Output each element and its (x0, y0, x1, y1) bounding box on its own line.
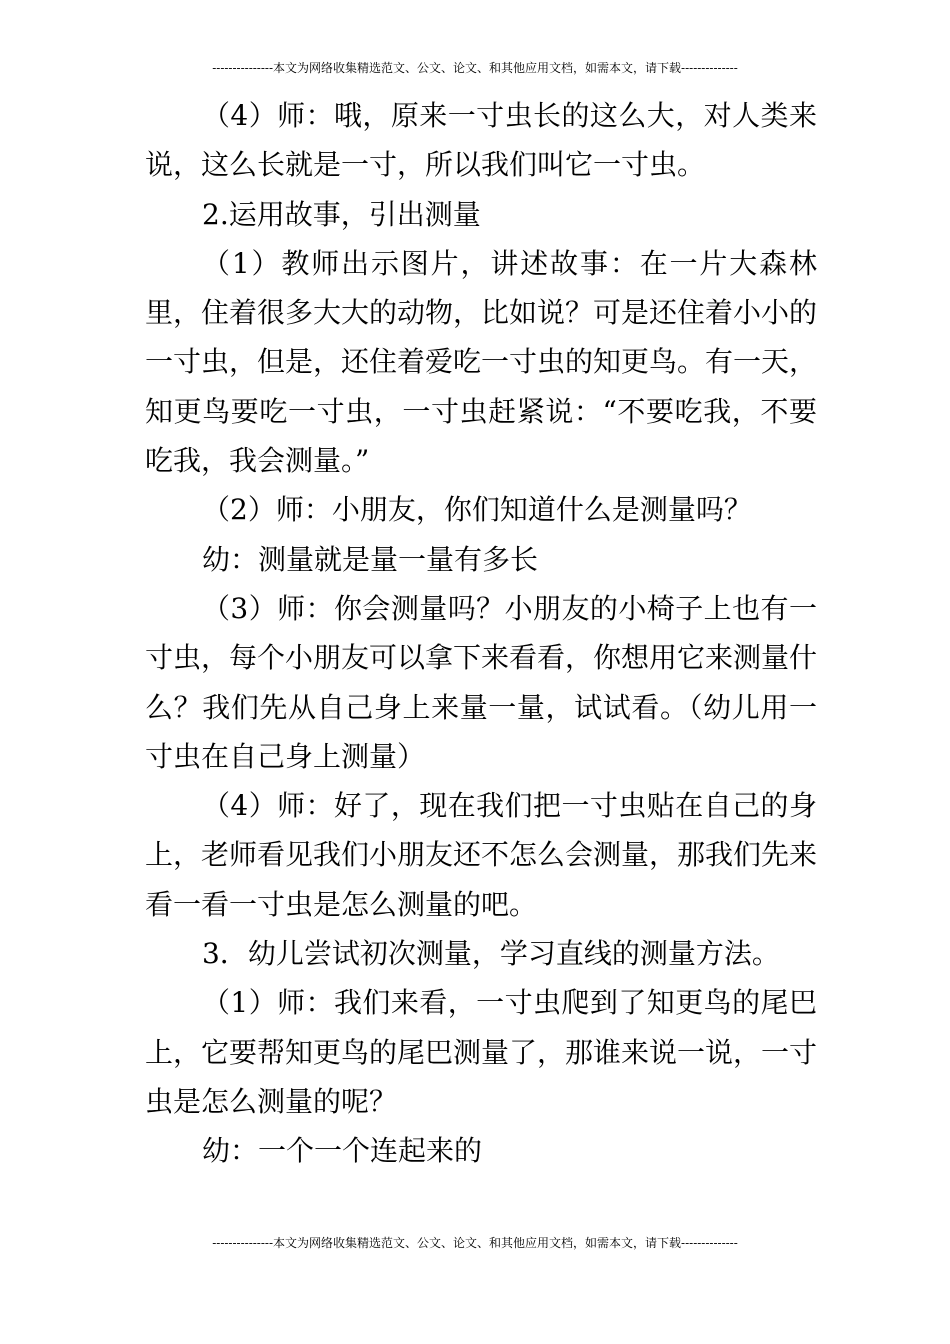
paragraph-story: （1）教师出示图片，讲述故事：在一片大森林里，住着很多大大的动物，比如说？可是还住着小小的一寸虫，但是，还住着爱吃一寸虫的知更鸟。有一天，知更鸟要吃一寸虫，一寸虫赶紧说：“不要吃我，不要吃我，我会测量。” (145, 246, 818, 478)
paragraph-child-answer-1: 幼：测量就是量一量有多长 (202, 542, 539, 576)
paragraph-teacher-2: （2）师：小朋友，你们知道什么是测量吗？ (202, 493, 752, 527)
section-heading-2: 2.运用故事，引出测量 (202, 197, 481, 231)
page-footer: ---------------本文为网络收集精选范文、公文、论文、和其他应用文档，如需本文，请下载-------------- (212, 1236, 738, 1250)
page-header: ---------------本文为网络收集精选范文、公文、论文、和其他应用文档，如需本文，请下载-------------- (212, 61, 738, 75)
paragraph-teacher-3: （3）师：你会测量吗？小朋友的小椅子上也有一寸虫，每个小朋友可以拿下来看看，你想用它来测量什么？我们先从自己身上来量一量，试试看。（幼儿用一寸虫在自己身上测量） (145, 591, 818, 773)
paragraph-teacher-4b: （4）师：好了，现在我们把一寸虫贴在自己的身上，老师看见我们小朋友还不怎么会测量，那我们先来看一看一寸虫是怎么测量的吧。 (145, 789, 818, 921)
paragraph-child-answer-2: 幼：一个一个连起来的 (202, 1134, 483, 1168)
paragraph-teacher-4a: （4）师：哦，原来一寸虫长的这么大，对人类来说，这么长就是一寸，所以我们叫它一寸虫。 (145, 99, 817, 182)
section-heading-3: 3．幼儿尝试初次测量，学习直线的测量方法。 (202, 937, 780, 971)
document-body (145, 91, 817, 1176)
paragraph-teacher-1b: （1）师：我们来看，一寸虫爬到了知更鸟的尾巴上，它要帮知更鸟的尾巴测量了，那谁来说一说，一寸虫是怎么测量的呢？ (145, 986, 818, 1118)
